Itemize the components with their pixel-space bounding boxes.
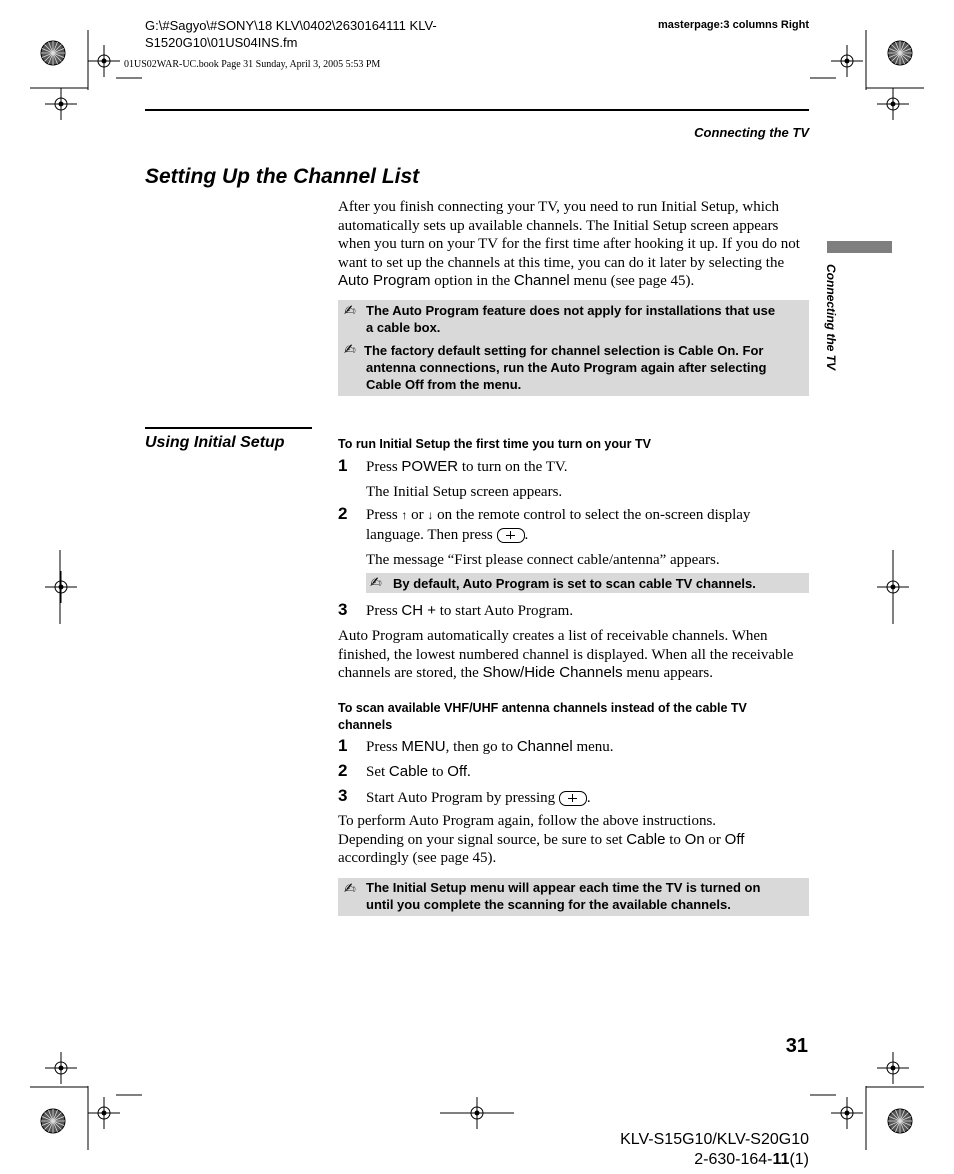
file-path <box>145 17 437 51</box>
procedure-result <box>338 627 818 683</box>
result-text: or <box>704 831 725 848</box>
notes-box <box>338 878 809 916</box>
on-term: On <box>684 830 705 848</box>
registration-mark-icon <box>45 1052 77 1084</box>
procedure-heading: To run Initial Setup the first time you turn on your TV <box>338 437 651 451</box>
registration-mark-icon <box>877 1052 909 1084</box>
header-rule <box>145 109 809 111</box>
step-text <box>366 602 573 621</box>
starburst-target-icon <box>888 41 912 65</box>
page-title: Setting Up the Channel List <box>145 165 420 188</box>
enter-button-icon <box>497 528 525 543</box>
step-number: 1 <box>338 736 348 755</box>
procedure-heading-line: To scan available VHF/UHF antenna channels instead of the cable TV <box>338 701 747 715</box>
step-text <box>366 506 750 525</box>
part-code <box>620 1150 809 1170</box>
step-text-part: Press <box>366 459 402 475</box>
subsection-rule <box>145 427 312 429</box>
registration-mark-icon <box>88 1097 120 1129</box>
step-text-part: language. Then press <box>366 527 493 543</box>
result-line <box>338 831 818 850</box>
starburst-target-icon <box>41 1109 65 1133</box>
power-button-term: POWER <box>401 458 459 475</box>
result-text: to <box>665 831 685 848</box>
step-note <box>366 573 809 593</box>
step-text-part: . <box>586 790 591 806</box>
step-text <box>366 763 471 782</box>
step-text-part: . <box>524 527 529 543</box>
step-number: 2 <box>338 504 348 523</box>
note-line: Cable Off from the menu. <box>366 377 522 392</box>
masterpage-label: masterpage:3 columns Right <box>658 19 809 31</box>
file-path-line-1: G:\#Sagyo\#SONY\18 KLV\0402\2630164111 KLV- <box>145 18 437 33</box>
intro-paragraph <box>338 198 818 291</box>
part-code-revision: 11 <box>772 1151 790 1168</box>
part-code-prefix: 2-630-164- <box>694 1151 773 1168</box>
model-number: KLV-S15G10/KLV-S20G10 <box>620 1131 809 1148</box>
note-line: antenna connections, run the Auto Program again after selecting <box>366 360 767 375</box>
registration-mark-icon <box>831 1097 863 1129</box>
auto-program-term: Auto Program <box>338 272 431 290</box>
step-text-part: Press <box>366 739 402 755</box>
step-text <box>366 526 528 545</box>
down-arrow-icon: ↓ <box>427 508 434 522</box>
footer <box>620 1130 809 1170</box>
registration-mark-icon <box>45 88 77 120</box>
intro-line: when you turn on your TV for the first time after hooking it up. If you do not <box>338 236 800 253</box>
book-info: 01US02WAR-UC.book Page 31 Sunday, April 3, 2005 5:53 PM <box>124 59 381 70</box>
file-path-line-2: S1520G10\01US04INS.fm <box>145 35 298 50</box>
up-arrow-icon: ↑ <box>401 508 408 522</box>
cable-term: Cable <box>626 830 666 848</box>
result-text: menu appears. <box>622 665 714 682</box>
step-number: 3 <box>338 786 348 805</box>
starburst-target-icon <box>888 1109 912 1133</box>
menu-button-term: MENU <box>401 738 446 755</box>
step-text-part: Set <box>366 764 389 780</box>
step-text-part: menu. <box>572 739 614 755</box>
intro-text: option in the <box>430 273 514 290</box>
step-number: 1 <box>338 456 348 475</box>
off-term: Off <box>447 763 468 780</box>
starburst-target-icon <box>41 41 65 65</box>
procedure-result <box>338 812 818 868</box>
step-text-part: to turn on the TV. <box>458 459 568 475</box>
pencil-note-icon: ✍ <box>370 574 382 590</box>
step-number: 3 <box>338 600 348 619</box>
procedure-heading <box>338 700 747 734</box>
show-hide-channels-term: Show/Hide Channels <box>482 664 623 682</box>
cable-term: Cable <box>388 763 429 780</box>
channel-term: Channel <box>513 272 570 290</box>
part-code-suffix: (1) <box>789 1151 809 1168</box>
result-line: finished, the lowest numbered channel is displayed. When all the receivable <box>338 646 794 663</box>
intro-line: automatically sets up available channels. The Initial Setup screen appears <box>338 217 779 234</box>
subsection-title: Using Initial Setup <box>145 434 285 451</box>
step-text <box>366 458 568 477</box>
procedure-heading-line: channels <box>338 718 393 732</box>
channel-term: Channel <box>516 738 573 755</box>
intro-line: After you finish connecting your TV, you need to run Initial Setup, which <box>338 199 780 215</box>
step-number: 2 <box>338 761 348 780</box>
pencil-note-icon: ✍ <box>344 302 356 318</box>
step-text-part: Press <box>366 507 402 523</box>
pencil-note-icon: ✍ <box>344 880 356 896</box>
step-text-part: to start Auto Program. <box>436 603 574 619</box>
registration-mark-icon <box>45 571 77 603</box>
step-text-part: Start Auto Program by pressing <box>366 790 556 806</box>
note-line: until you complete the scanning for the available channels. <box>366 897 731 912</box>
enter-button-icon <box>559 791 587 806</box>
note-line: By default, Auto Program is set to scan cable TV channels. <box>393 576 756 591</box>
side-tab-label: Connecting the TV <box>824 264 838 370</box>
step-text <box>366 738 614 757</box>
intro-line <box>338 272 818 291</box>
off-term: Off <box>724 830 745 848</box>
registration-mark-icon <box>831 45 863 77</box>
result-line: accordingly (see page 45). <box>338 850 497 867</box>
page-number: 31 <box>785 1035 808 1057</box>
section-header: Connecting the TV <box>694 125 809 140</box>
result-line: To perform Auto Program again, follow the above instructions. <box>338 813 717 829</box>
note-line: The Initial Setup menu will appear each time the TV is turned on <box>366 880 761 895</box>
step-result: The Initial Setup screen appears. <box>366 484 563 500</box>
step-text-part: , then go to <box>445 739 517 755</box>
note-line: a cable box. <box>366 320 441 335</box>
result-text: Depending on your signal source, be sure to set <box>338 831 627 848</box>
registration-mark-icon <box>88 45 120 77</box>
pencil-note-icon: ✍ <box>344 341 356 357</box>
step-text-part: or <box>407 507 428 523</box>
intro-line: want to set up the channels at this time, you can do it later by selecting the <box>338 254 785 271</box>
step-text-part: Press <box>366 603 402 619</box>
result-text: channels are stored, the <box>338 665 483 682</box>
note-line: The factory default setting for channel selection is Cable On. For <box>364 343 764 358</box>
step-text-part: to <box>428 764 448 780</box>
step-text-part: on the remote control to select the on-screen display <box>433 507 751 523</box>
step-result: The message “First please connect cable/antenna” appears. <box>366 552 720 568</box>
intro-text: menu (see page 45). <box>569 273 695 290</box>
step-text-part: . <box>467 764 471 780</box>
result-line <box>338 664 818 683</box>
side-tab <box>822 264 842 394</box>
ch-plus-term: CH + <box>401 602 437 619</box>
registration-mark-icon <box>877 88 909 120</box>
notes-box <box>338 300 809 396</box>
note-line: The Auto Program feature does not apply for installations that use <box>366 303 776 318</box>
result-line: Auto Program automatically creates a list of receivable channels. When <box>338 628 768 644</box>
step-text <box>366 789 591 808</box>
side-tab-bar <box>827 241 892 253</box>
